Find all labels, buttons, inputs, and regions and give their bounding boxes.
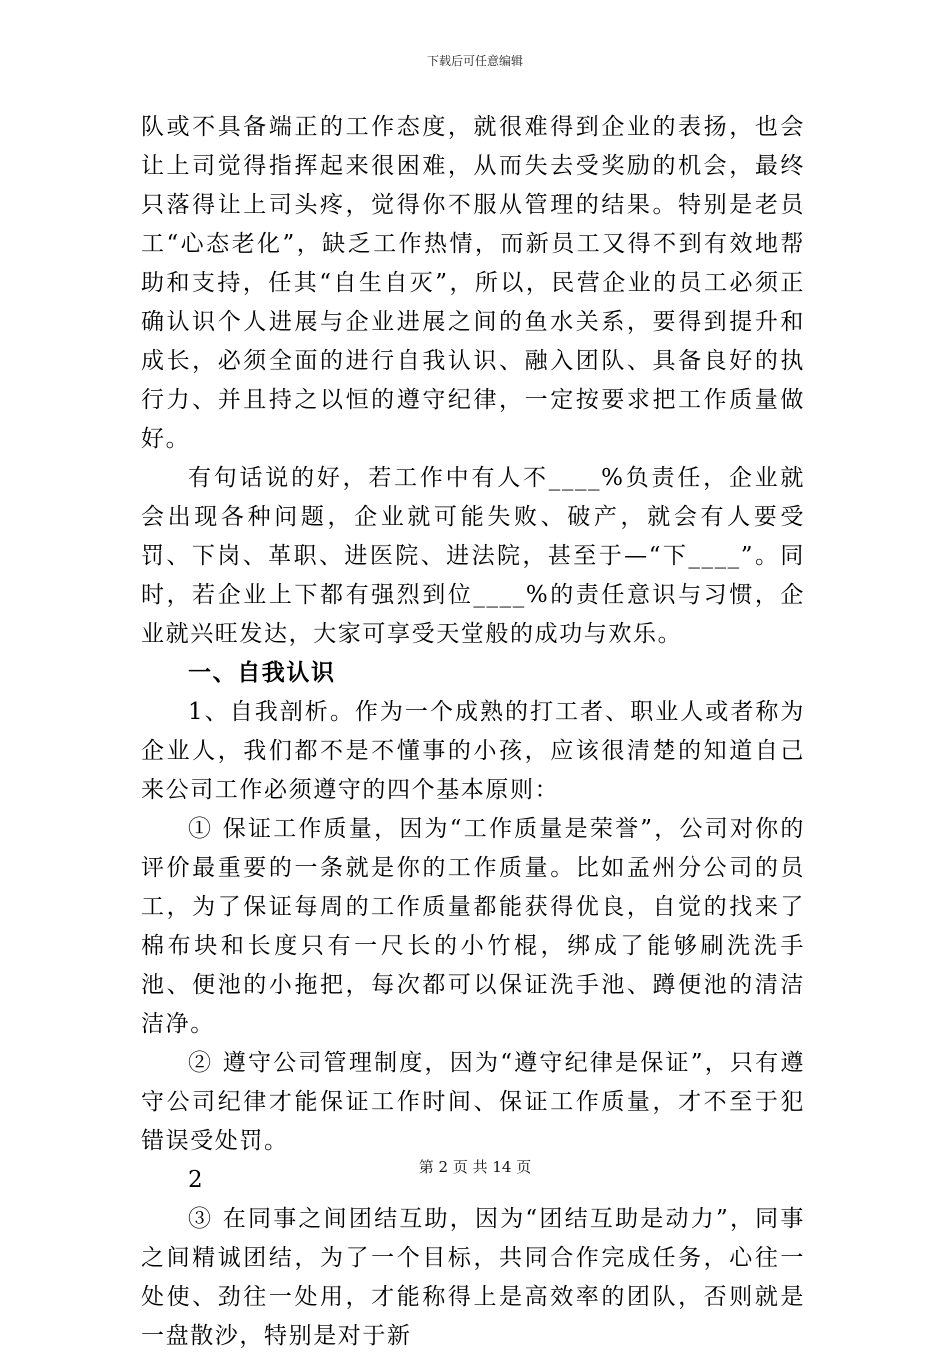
inline-page-number: 2 [188,1167,203,1193]
body-paragraph: ③ 在同事之间团结互助，因为“团结互助是动力”，同事之间精诚团结，为了一个目标，共同合作完成任务，心往一处使、劲往一处用，才能称得上是高效率的团队，否则就是一盘散沙，特别是对于新 [141,1206,805,1349]
section-heading: 一、自我认识 [188,660,336,686]
body-paragraph: 有句话说的好，若工作中有人不____%负责任，企业就会出现各种问题，企业就可能失败、破产，就会有人要受罚、下岗、革职、进医院、进法院，甚至于—“下____”。同时，若企业上下都有强烈到位____%的责任意识与习惯，企业就兴旺发达，大家可享受天堂般的成功与欢乐。 [141,465,805,647]
body-paragraph: ① 保证工作质量，因为“工作质量是荣誉”，公司对你的评价最重要的一条就是你的工作质量。比如孟州分公司的员工，为了保证每周的工作质量都能获得优良，自觉的找来了棉布块和长度只有一尺长的小竹棍，绑成了能够刷洗洗手池、便池的小拖把，每次都可以保证洗手池、蹲便池的清洁洁净。 [141,816,805,1037]
body-paragraph: 队或不具备端正的工作态度，就很难得到企业的表扬，也会让上司觉得指挥起来很困难，从而失去受奖励的机会，最终只落得让上司头疼，觉得你不服从管理的结果。特别是老员工“心态老化”，缺乏工作热情，而新员工又得不到有效地帮助和支持，任其“自生自灭”，所以，民营企业的员工必须正确认识个人进展与企业进展之间的鱼水关系，要得到提升和成长，必须全面的进行自我认识、融入团队、具备良好的执行力、并且持之以恒的遵守纪律，一定按要求把工作质量做好。 [141,114,805,452]
body-paragraph: ② 遵守公司管理制度，因为“遵守纪律是保证”，只有遵守公司纪律才能保证工作时间、保证工作质量，才不至于犯错误受处罚。 [141,1050,805,1154]
page-footer: 第 2 页 共 14 页 [418,1158,532,1176]
body-paragraph: 1、自我剖析。作为一个成熟的打工者、职业人或者称为企业人，我们都不是不懂事的小孩，应该很清楚的知道自己来公司工作必须遵守的四个基本原则： [141,699,805,803]
page-header: 下载后可任意编辑 [426,54,523,68]
